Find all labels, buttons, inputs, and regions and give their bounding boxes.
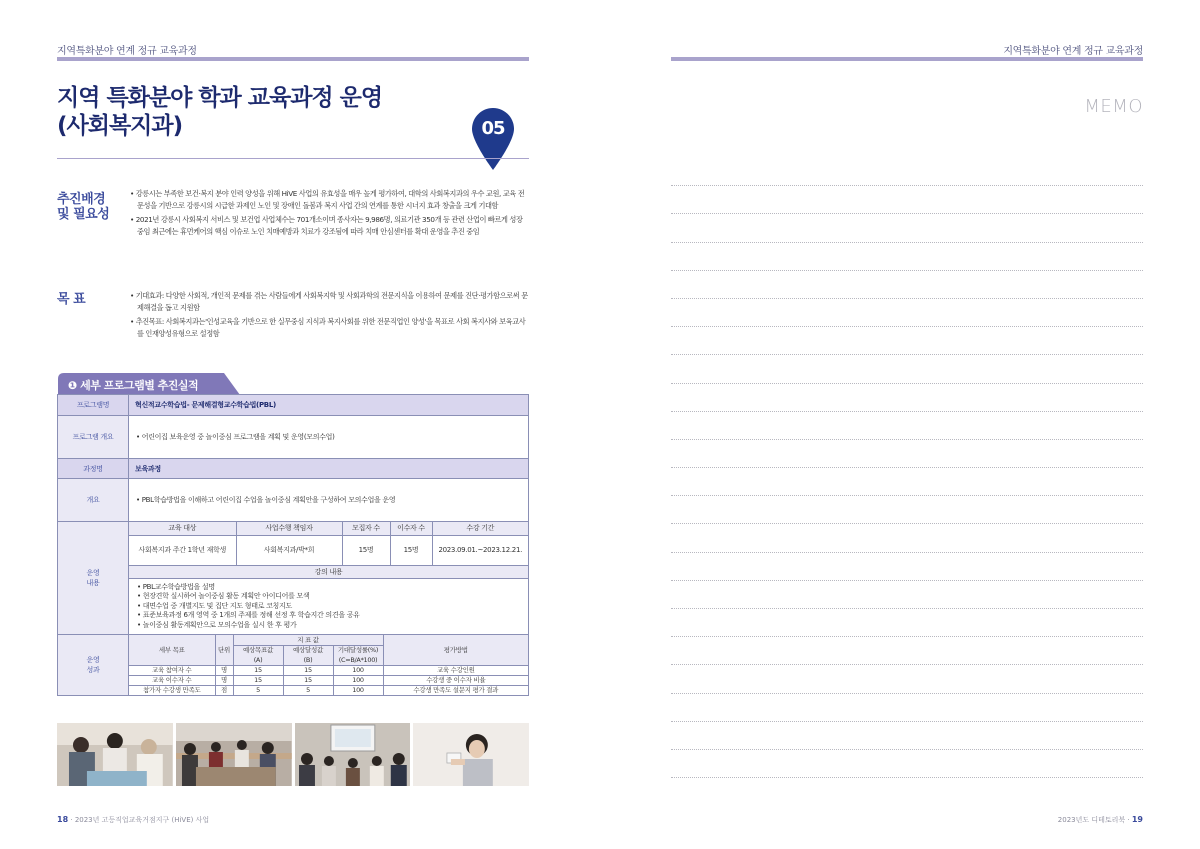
table-cell: 2023.09.01.~2023.12.21.: [432, 535, 528, 565]
memo-line[interactable]: [671, 496, 1143, 524]
memo-line[interactable]: [671, 384, 1143, 412]
column-subheader: (A): [233, 655, 283, 665]
footer-right: [1058, 815, 1143, 825]
memo-line[interactable]: [671, 214, 1143, 242]
lecture-item: • 대면수업 중 개별지도 및 집단 지도 형태로 코칭지도: [137, 601, 292, 610]
bullet-item: • 2021년 강릉시 사회복지 서비스 및 보건업 사업체수는 701개소이며 종사자는 9,986명, 의료기관 350개 등 관련 산업이 빠르게 성장 중임 최근에는 휴먼케어의 핵심 이슈로 노인 치매예방과 치료가 강조됨에 따라 치매 안심센터를 확대 운영을 추진 중임: [130, 215, 523, 236]
summary-value: • PBL학습방법을 이해하고 어린이집 수업을 놀이중심 계획안을 구성하여 모의수업을 운영: [129, 479, 529, 522]
program-table: [57, 394, 529, 696]
lecture-item: • 표준보육과정 6개 영역 중 1개의 주제를 정해 선정 후 학습지간 의견을 공유: [137, 611, 360, 620]
lecture-header: 강의 내용: [129, 565, 528, 578]
memo-line[interactable]: [671, 158, 1143, 186]
memo-title: MEMO: [1084, 96, 1143, 117]
table-cell: 교육 이수자 수: [129, 675, 215, 685]
page-number: 19: [1131, 815, 1143, 824]
column-header: 교육 대상: [129, 522, 236, 535]
bullet-item: • 추진목표: 사회복지과는'인성교육을 기반으로 한 실무중심 지식과 복지사회를 위한 전문직업인 양성'을 목표로 사회 복지사와 보육교사를 인재양성유형으로 설정함: [130, 317, 526, 338]
memo-line[interactable]: [671, 722, 1143, 750]
footer-text: · 2023년 고등직업교육거점지구 (HiVE) 사업: [68, 816, 210, 824]
memo-line[interactable]: [671, 299, 1143, 327]
table-row: [129, 635, 528, 645]
program-name-label: 프로그램명: [58, 395, 129, 416]
classroom-photo-2: [176, 723, 292, 786]
table-row: [58, 459, 529, 479]
label-line: 운영: [86, 569, 100, 578]
results-subtable: [129, 635, 528, 695]
table-cell: 교육 참여자 수: [129, 665, 215, 675]
program-overview-label: 프로그램 개요: [58, 416, 129, 459]
table-row: [129, 522, 528, 535]
section-label-background: [57, 192, 109, 222]
lecture-item: • PBL교수학습방법을 설명: [137, 582, 215, 591]
column-header: 수강 기간: [432, 522, 528, 535]
program-name-value: 혁신적교수학습법- 문제해결형교수학습법(PBL): [129, 395, 529, 416]
column-header: 예상목표값: [233, 645, 283, 655]
table-cell: 15: [233, 675, 283, 685]
table-row: [129, 685, 528, 695]
header-bar: [57, 57, 529, 61]
label-line: 성과: [86, 666, 100, 675]
table-row: [58, 395, 529, 416]
column-header: 평가방법: [383, 635, 528, 665]
column-header: 기대달성률(%): [333, 645, 383, 655]
memo-line[interactable]: [671, 665, 1143, 693]
label-line: 운영: [86, 656, 100, 665]
page-number: 18: [57, 815, 69, 824]
memo-line[interactable]: [671, 243, 1143, 271]
section-label-line-1: 목 표: [57, 292, 86, 307]
bullet-item: • 강릉시는 부족한 보건·복지 분야 인력 양성을 위해 HiVE 사업의 유효성을 매우 높게 평가하여, 대학의 사회복지과의 우수 교원, 교육 전문성을 기반으로 강릉시의 시급한 과제인 노인 및 장애인 돌봄과 복지 사업 간의 연계를 통한 시너지 효과 창출을 크게 기대함: [130, 189, 525, 210]
course-name-label: 과정명: [58, 459, 129, 479]
table-row: [129, 675, 528, 685]
section-label-line-2: 및 필요성: [57, 207, 110, 222]
operation-results-cell: [129, 635, 529, 696]
operation-results-label: [58, 635, 129, 696]
section-tab-label: ❶ 세부 프로그램별 추진실적: [68, 379, 199, 392]
table-cell: 5: [233, 685, 283, 695]
memo-line[interactable]: [671, 750, 1143, 778]
title-line-2: (사회복지과): [57, 113, 183, 139]
table-cell: 사회복지과/박*희: [236, 535, 342, 565]
bullet-item: • 기대효과: 다양한 사회적, 개인적 문제를 겪는 사람들에게 사회복지학 및 사회과학의 전문지식을 이용하여 문제를 진단·평가함으로써 문제해결을 돕고 지원함: [130, 291, 528, 312]
column-header: 예상달성값: [283, 645, 333, 655]
memo-line[interactable]: [671, 468, 1143, 496]
operation-content-label: [58, 522, 129, 635]
column-header: 세부 목표: [129, 635, 215, 665]
table-cell: 15명: [342, 535, 390, 565]
memo-line[interactable]: [671, 609, 1143, 637]
label-line: 내용: [86, 579, 100, 588]
table-cell: 수강생 중 이수자 비율: [383, 675, 528, 685]
running-head: 지역특화분야 연계 정규 교육과정: [1003, 46, 1143, 57]
table-row: [58, 479, 529, 522]
table-cell: 15: [233, 665, 283, 675]
memo-line[interactable]: [671, 327, 1143, 355]
operation-subtable: [129, 522, 528, 634]
column-header: 단위: [215, 635, 233, 665]
table-cell: 명: [215, 665, 233, 675]
footer-left: [57, 815, 209, 825]
column-header: 지 표 값: [233, 635, 383, 645]
goal-bullets: [130, 290, 530, 342]
memo-line[interactable]: [671, 637, 1143, 665]
column-header: 이수자 수: [390, 522, 432, 535]
column-header: 모집자 수: [342, 522, 390, 535]
title-divider: [57, 158, 529, 159]
column-header: 사업수행 책임자: [236, 522, 342, 535]
table-row: [58, 416, 529, 459]
memo-line[interactable]: [671, 581, 1143, 609]
table-row: [58, 522, 529, 635]
program-overview-value: • 어린이집 보육운영 중 놀이중심 프로그램을 계획 및 운영(모의수업): [129, 416, 529, 459]
table-cell: 참가자 수강생 만족도: [129, 685, 215, 695]
memo-line[interactable]: [671, 524, 1143, 552]
right-page: [600, 0, 1200, 849]
classroom-photo-4: [413, 723, 529, 786]
background-bullets: [130, 188, 530, 240]
table-cell: 15: [283, 675, 333, 685]
classroom-photo-1: [57, 723, 173, 786]
section-label-line-1: 추진배경: [57, 192, 106, 207]
operation-content-cell: [129, 522, 529, 635]
classroom-photo-3: [295, 723, 411, 786]
page-title: [57, 84, 382, 140]
section-badge-number: 05: [481, 118, 505, 139]
memo-line[interactable]: [671, 553, 1143, 581]
column-subheader: (B): [283, 655, 333, 665]
memo-line[interactable]: [671, 271, 1143, 299]
table-row: [58, 635, 529, 696]
table-row: [129, 535, 528, 565]
summary-label: 개요: [58, 479, 129, 522]
memo-line[interactable]: [671, 355, 1143, 383]
memo-line[interactable]: [671, 412, 1143, 440]
footer-text: 2023년도 디테토리북 ·: [1057, 816, 1132, 824]
table-cell: 100: [333, 675, 383, 685]
column-subheader: (C=B/A*100): [333, 655, 383, 665]
table-cell: 15: [283, 665, 333, 675]
memo-lines[interactable]: [671, 158, 1143, 778]
table-cell: 수강생 만족도 설문지 평가 결과: [383, 685, 528, 695]
memo-line[interactable]: [671, 186, 1143, 214]
title-line-1: 지역 특화분야 학과 교육과정 운영: [57, 85, 383, 111]
table-cell: 15명: [390, 535, 432, 565]
table-row: [129, 665, 528, 675]
lecture-item: • 놀이중심 활동계획안으로 모의수업을 실시 한 후 평가: [137, 620, 297, 629]
running-head: 지역특화분야 연계 정규 교육과정: [57, 46, 197, 57]
table-row: [129, 565, 528, 578]
lecture-content: [129, 578, 528, 634]
table-cell: 100: [333, 685, 383, 695]
table-cell: 명: [215, 675, 233, 685]
header-bar: [671, 57, 1143, 61]
table-cell: 점: [215, 685, 233, 695]
photo-strip: [57, 723, 529, 786]
table-cell: 교육 수강인원: [383, 665, 528, 675]
course-name-value: 보육과정: [129, 459, 529, 479]
memo-line[interactable]: [671, 440, 1143, 468]
table-row: [129, 578, 528, 634]
section-label-goal: [57, 292, 85, 307]
memo-line[interactable]: [671, 694, 1143, 722]
table-cell: 사회복지과 주간 1학년 재학생: [129, 535, 236, 565]
table-cell: 100: [333, 665, 383, 675]
lecture-item: • 현장견학 실시하여 놀이중심 활동 계획안 아이디어를 모색: [137, 592, 310, 601]
table-cell: 5: [283, 685, 333, 695]
